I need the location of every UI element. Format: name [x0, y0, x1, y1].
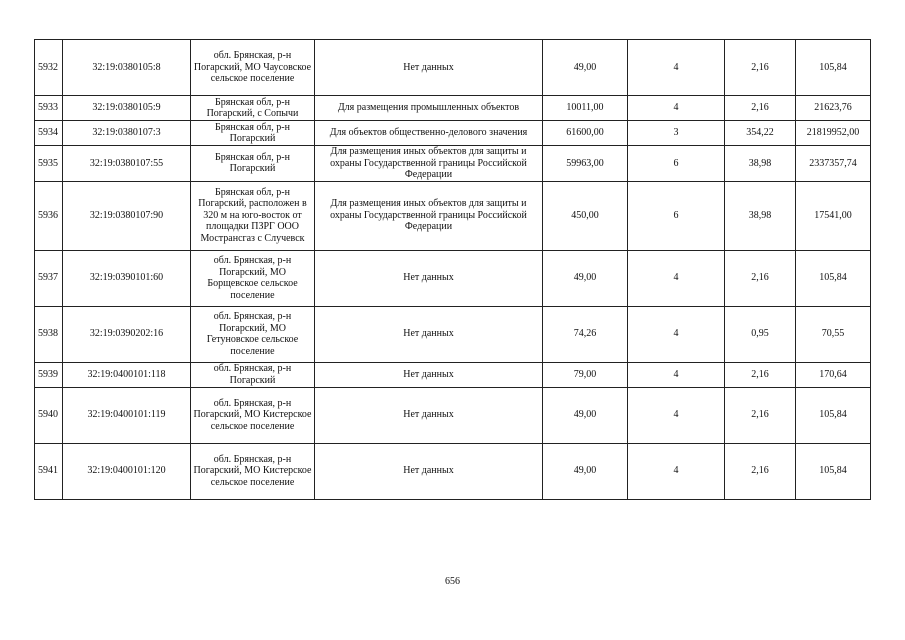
table-row: [35, 443, 871, 499]
address: обл. Брянская, р-н Погарский, МО Борщевское сельское поселение: [191, 250, 315, 306]
cadastral-number: 32:19:0390101:60: [63, 250, 191, 306]
row-number: 5939: [35, 362, 63, 387]
row-number: 5933: [35, 96, 63, 121]
group-number: 4: [628, 250, 725, 306]
land-use-purpose: Для размещения иных объектов для защиты и охраны Государственной границы Российской Федерации: [315, 181, 543, 250]
cadastral-number: 32:19:0400101:120: [63, 443, 191, 499]
address: обл. Брянская, р-н Погарский: [191, 362, 315, 387]
specific-value: 38,98: [725, 146, 796, 182]
group-number: 4: [628, 362, 725, 387]
cadastral-value: 2337357,74: [796, 146, 871, 182]
table-row: [35, 40, 871, 96]
area: 450,00: [543, 181, 628, 250]
address: обл. Брянская, р-н Погарский, МО Гетуновское сельское поселение: [191, 306, 315, 362]
row-number: 5934: [35, 121, 63, 146]
cadastral-value: 105,84: [796, 250, 871, 306]
land-use-purpose: Нет данных: [315, 306, 543, 362]
area: 59963,00: [543, 146, 628, 182]
table-body: [35, 40, 871, 500]
group-number: 4: [628, 387, 725, 443]
land-use-purpose: Нет данных: [315, 443, 543, 499]
specific-value: 38,98: [725, 181, 796, 250]
row-number: 5932: [35, 40, 63, 96]
land-use-purpose: Нет данных: [315, 250, 543, 306]
cadastral-number: 32:19:0380107:3: [63, 121, 191, 146]
address: Брянская обл, р-н Погарский: [191, 146, 315, 182]
table-row: [35, 306, 871, 362]
land-use-purpose: Нет данных: [315, 40, 543, 96]
area: 49,00: [543, 40, 628, 96]
cadastral-value: 21623,76: [796, 96, 871, 121]
table-row: [35, 146, 871, 182]
table-row: [35, 96, 871, 121]
address: обл. Брянская, р-н Погарский, МО Кистерское сельское поселение: [191, 387, 315, 443]
specific-value: 2,16: [725, 250, 796, 306]
specific-value: 0,95: [725, 306, 796, 362]
specific-value: 2,16: [725, 362, 796, 387]
table-row: [35, 250, 871, 306]
address: Брянская обл, р-н Погарский: [191, 121, 315, 146]
group-number: 4: [628, 306, 725, 362]
row-number: 5940: [35, 387, 63, 443]
area: 49,00: [543, 443, 628, 499]
group-number: 3: [628, 121, 725, 146]
cadastral-number: 32:19:0390202:16: [63, 306, 191, 362]
group-number: 6: [628, 181, 725, 250]
specific-value: 2,16: [725, 40, 796, 96]
group-number: 4: [628, 96, 725, 121]
group-number: 4: [628, 443, 725, 499]
specific-value: 2,16: [725, 443, 796, 499]
cadastral-number: 32:19:0400101:118: [63, 362, 191, 387]
address: обл. Брянская, р-н Погарский, МО Кистерское сельское поселение: [191, 443, 315, 499]
row-number: 5938: [35, 306, 63, 362]
table-row: [35, 181, 871, 250]
table-row: [35, 121, 871, 146]
cadastral-value: 17541,00: [796, 181, 871, 250]
row-number: 5941: [35, 443, 63, 499]
cadastral-number: 32:19:0380107:90: [63, 181, 191, 250]
group-number: 4: [628, 40, 725, 96]
area: 79,00: [543, 362, 628, 387]
area: 49,00: [543, 250, 628, 306]
cadastral-number: 32:19:0380105:9: [63, 96, 191, 121]
page-number: 656: [445, 576, 460, 587]
cadastral-value: 105,84: [796, 387, 871, 443]
cadastral-number: 32:19:0380107:55: [63, 146, 191, 182]
cadastral-number: 32:19:0380105:8: [63, 40, 191, 96]
land-registry-table: [34, 39, 871, 500]
cadastral-number: 32:19:0400101:119: [63, 387, 191, 443]
address: Брянская обл, р-н Погарский, расположен в 320 м на юго-восток от площадки ПЗРГ ООО Мострансгаз с Случевск: [191, 181, 315, 250]
area: 61600,00: [543, 121, 628, 146]
area: 10011,00: [543, 96, 628, 121]
land-use-purpose: Нет данных: [315, 362, 543, 387]
table-row: [35, 362, 871, 387]
row-number: 5937: [35, 250, 63, 306]
row-number: 5936: [35, 181, 63, 250]
cadastral-value: 170,64: [796, 362, 871, 387]
cadastral-value: 70,55: [796, 306, 871, 362]
group-number: 6: [628, 146, 725, 182]
cadastral-value: 21819952,00: [796, 121, 871, 146]
land-use-purpose: Для размещения иных объектов для защиты и охраны Государственной границы Российской Федерации: [315, 146, 543, 182]
specific-value: 354,22: [725, 121, 796, 146]
address: обл. Брянская, р-н Погарский, МО Чаусовское сельское поселение: [191, 40, 315, 96]
row-number: 5935: [35, 146, 63, 182]
area: 49,00: [543, 387, 628, 443]
land-use-purpose: Нет данных: [315, 387, 543, 443]
land-use-purpose: Для объектов общественно-делового значения: [315, 121, 543, 146]
table-row: [35, 387, 871, 443]
land-use-purpose: Для размещения промышленных объектов: [315, 96, 543, 121]
address: Брянская обл, р-н Погарский, с Сопычи: [191, 96, 315, 121]
specific-value: 2,16: [725, 96, 796, 121]
cadastral-value: 105,84: [796, 40, 871, 96]
area: 74,26: [543, 306, 628, 362]
specific-value: 2,16: [725, 387, 796, 443]
cadastral-value: 105,84: [796, 443, 871, 499]
